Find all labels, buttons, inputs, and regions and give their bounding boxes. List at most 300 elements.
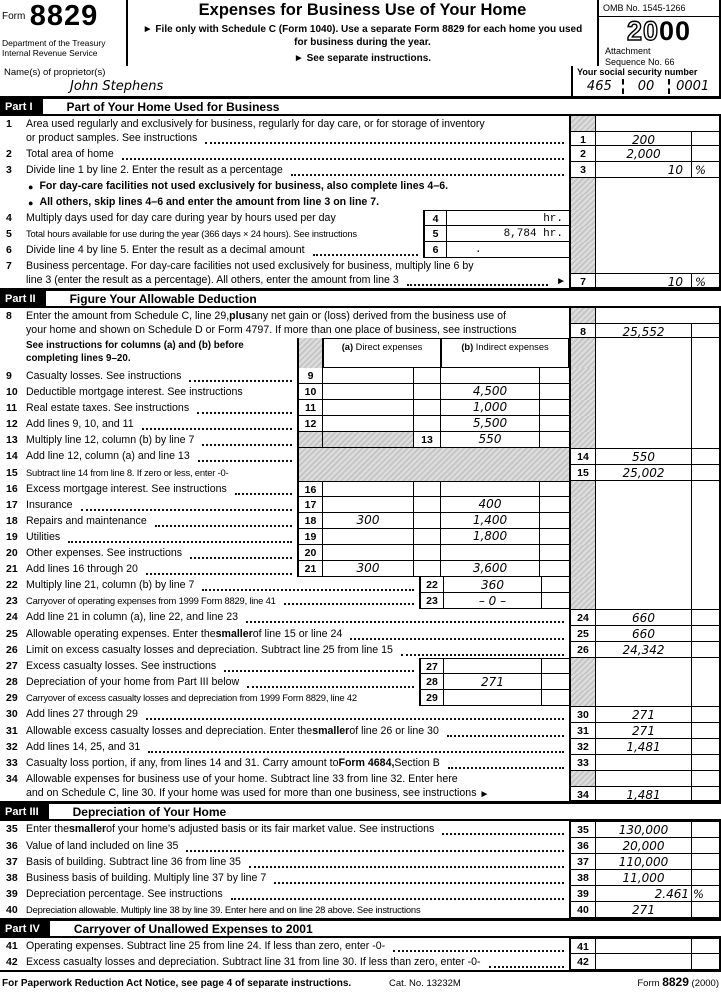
- line-14-entry: 14 550: [569, 448, 719, 465]
- line-42-amount[interactable]: [596, 954, 691, 970]
- line-26-amount[interactable]: 24,342: [596, 642, 691, 658]
- part-1-tag: Part I: [0, 99, 43, 114]
- line-21-number: 21: [6, 563, 18, 575]
- line-3-row: [0, 162, 721, 178]
- line-18-col-a[interactable]: 300: [323, 513, 413, 529]
- catalog-number: Cat. No. 13232M: [389, 978, 461, 989]
- arrow-icon: ►: [479, 788, 490, 800]
- line-7-unit: %: [691, 273, 719, 288]
- line-35-number: 35: [6, 823, 18, 835]
- line-29-row: [0, 690, 721, 706]
- dot-leader: [401, 646, 564, 656]
- dot-leader: [202, 581, 414, 591]
- dot-leader: [247, 678, 414, 688]
- gutter-shade: [571, 226, 596, 242]
- line-7-entry: 7 10 %: [569, 258, 719, 288]
- line-34-row: [0, 771, 721, 801]
- line-38-entry: 38 11,000: [569, 870, 719, 886]
- line-21-row: [0, 561, 721, 577]
- line-21-col-b[interactable]: 3,600: [441, 561, 539, 577]
- line-42-label: Excess casualty losses and depreciation. Subtract line 31 from line 30. If less than zero, enter -0-: [26, 954, 569, 970]
- line-22-number: 22: [6, 579, 18, 591]
- line-13-label: Multiply line 12, column (b) by line 7: [26, 432, 297, 448]
- line-7-amount[interactable]: 10: [596, 273, 691, 288]
- line-2-entry: 2 2,000: [569, 146, 719, 162]
- gutter-shade: [571, 368, 596, 384]
- dot-leader: [205, 134, 564, 144]
- dot-leader: [284, 595, 414, 605]
- part-3-bar: [0, 801, 721, 821]
- line-28-number: 28: [6, 676, 18, 688]
- gutter-shade: [571, 545, 596, 561]
- line-33-cents[interactable]: [691, 755, 719, 771]
- line-11-entry: 11 1,000: [297, 400, 569, 416]
- line-41-amount[interactable]: [596, 938, 691, 954]
- line-30-entry: 30 271: [569, 706, 719, 723]
- line-29-entry: 29: [419, 690, 569, 706]
- part-2-title: Figure Your Allowable Deduction: [69, 291, 257, 306]
- dot-leader: [68, 533, 292, 543]
- line-35-label: Enter the smaller of your home's adjusted basis or its fair market value. See instructions: [26, 821, 569, 838]
- line-9-row: [0, 368, 721, 384]
- dot-leader: [231, 890, 564, 900]
- proprietor-name-field[interactable]: John Stephens: [70, 79, 164, 94]
- line-32-number: 32: [6, 741, 18, 753]
- name-row: [0, 66, 721, 96]
- part-1-bar: [0, 96, 721, 116]
- line-18-label: Repairs and maintenance: [26, 513, 297, 529]
- line-24-row: [0, 609, 721, 626]
- line-9-number: 9: [6, 370, 12, 382]
- line-11-col-a[interactable]: [323, 400, 413, 416]
- line-23-number: 23: [6, 595, 18, 607]
- line-25-row: [0, 626, 721, 642]
- line-35-amount[interactable]: 130,000: [596, 821, 691, 838]
- line-1-cents[interactable]: [691, 131, 719, 146]
- line-19-col-a[interactable]: [323, 529, 413, 545]
- line-17-col-a[interactable]: [323, 497, 413, 513]
- line-3-unit: %: [691, 162, 719, 178]
- line-18-row: [0, 513, 721, 529]
- title-block: [128, 0, 599, 66]
- dot-leader: [235, 485, 292, 495]
- line-40-number: 40: [6, 904, 18, 916]
- line-14-row: [0, 448, 721, 465]
- line-29-amount[interactable]: [444, 690, 541, 706]
- line-26-label: Limit on excess casualty losses and depreciation. Subtract line 25 from line 15: [26, 642, 569, 658]
- line-37-number: 37: [6, 856, 18, 868]
- line-10-col-a[interactable]: [323, 384, 413, 400]
- dot-leader: [249, 858, 564, 868]
- line-3-label: Divide line 1 by line 2. Enter the result as a percentage: [26, 162, 569, 178]
- line-19-number: 19: [6, 531, 18, 543]
- line-33-label: Casualty loss portion, if any, from lines 14 and 31. Carry amount to Form 4684, Section B: [26, 755, 569, 771]
- line-26-number: 26: [6, 644, 18, 656]
- line-27-row: [0, 658, 721, 674]
- line-20-col-b[interactable]: [441, 545, 539, 561]
- line-28-label: Depreciation of your home from Part III below: [26, 674, 419, 690]
- line-17-label: Insurance: [26, 497, 297, 513]
- dot-leader: [202, 436, 292, 446]
- gutter-shade: [571, 258, 596, 273]
- line-1-row: [0, 116, 721, 146]
- line-4-number: 4: [6, 212, 12, 224]
- line-6-decimal[interactable]: .: [447, 242, 569, 258]
- ssn-part-3[interactable]: 0001: [668, 79, 715, 94]
- line-2-amount[interactable]: 2,000: [596, 146, 691, 162]
- line-33-entry: 33: [569, 755, 719, 771]
- line-20-row: [0, 545, 721, 561]
- shaded-cell: [297, 465, 569, 481]
- line-37-cents[interactable]: [691, 854, 719, 870]
- line-36-number: 36: [6, 840, 18, 852]
- form-header: [0, 0, 721, 66]
- line-34-cents[interactable]: [691, 786, 719, 801]
- line-32-cents[interactable]: [691, 739, 719, 755]
- line-8-label: Enter the amount from Schedule C, line 29, plus any net gain or (loss) derived from the business use of your home and shown on Schedule D or Form 4797. If more than one place of business, see instructions: [26, 310, 517, 336]
- line-17-col-b[interactable]: 400: [441, 497, 539, 513]
- line-39-amount[interactable]: 2.461: [596, 886, 691, 902]
- line-19-col-b[interactable]: 1,800: [441, 529, 539, 545]
- dot-leader: [198, 452, 292, 462]
- expense-table-header: [297, 338, 569, 368]
- line-32-entry: 32 1,481: [569, 739, 719, 755]
- line-40-row: [0, 902, 721, 918]
- irs-label: Internal Revenue Service: [2, 48, 98, 59]
- line-14-number: 14: [6, 450, 18, 462]
- line-24-cents[interactable]: [691, 609, 719, 626]
- line-12-number: 12: [6, 418, 18, 430]
- proprietor-block: [0, 66, 573, 96]
- part-1-title: Part of Your Home Used for Business: [66, 99, 280, 114]
- dot-leader: [447, 727, 564, 737]
- line-42-cents[interactable]: [691, 954, 719, 970]
- line-26-row: [0, 642, 721, 658]
- col-b-header: (b) Indirect expenses: [441, 338, 569, 368]
- line-30-amount[interactable]: 271: [596, 706, 691, 723]
- line-18-entry: 18 300 1,400: [297, 513, 569, 529]
- line-30-number: 30: [6, 708, 18, 720]
- form-footer-id: Form 8829 (2000): [637, 975, 719, 989]
- line-22-row: [0, 577, 721, 593]
- line-10-number: 10: [6, 386, 18, 398]
- line-40-amount[interactable]: 271: [596, 902, 691, 918]
- gutter-shade: [571, 513, 596, 529]
- line-38-label: Business basis of building. Multiply line 37 by line 7: [26, 870, 569, 886]
- line-38-amount[interactable]: 11,000: [596, 870, 691, 886]
- line-5-entry: 5 8,784 hr.: [423, 226, 569, 242]
- line-36-cents[interactable]: [691, 838, 719, 854]
- ssn-part-1[interactable]: 465: [586, 79, 612, 94]
- dot-leader: [246, 613, 564, 623]
- dot-leader: [442, 825, 564, 835]
- line-23-row: [0, 593, 721, 609]
- line-6-number: 6: [6, 244, 12, 256]
- line-24-amount[interactable]: 660: [596, 609, 691, 626]
- line-24-number: 24: [6, 611, 18, 623]
- bullet-1-row: [0, 178, 721, 194]
- line-12-col-b[interactable]: 5,500: [441, 416, 539, 432]
- gutter-shade: [571, 242, 596, 258]
- line-6-entry: 6 .: [423, 242, 569, 258]
- line-5-number: 5: [6, 228, 12, 240]
- ssn-field[interactable]: [577, 79, 715, 94]
- line-21-col-a[interactable]: 300: [323, 561, 413, 577]
- bullet-2-row: [0, 194, 721, 210]
- dot-leader: [313, 246, 418, 256]
- dot-leader: [148, 743, 564, 753]
- line-32-label: Add lines 14, 25, and 31: [26, 739, 569, 755]
- line-42-row: [0, 954, 721, 970]
- line-39-row: [0, 886, 721, 902]
- line-36-entry: 36 20,000: [569, 838, 719, 854]
- line-9-label: Casualty losses. See instructions: [26, 368, 297, 384]
- line-10-row: [0, 384, 721, 400]
- line-15-amount[interactable]: 25,002: [596, 465, 691, 481]
- line-37-row: [0, 854, 721, 870]
- line-26-cents[interactable]: [691, 642, 719, 658]
- line-7-row: [0, 258, 721, 288]
- line-42-number: 42: [6, 956, 18, 968]
- line-23-entry: 23 – 0 –: [419, 593, 569, 609]
- line-39-label: Depreciation percentage. See instructions: [26, 886, 569, 902]
- line-16-col-b[interactable]: [441, 481, 539, 497]
- omb-number: OMB No. 1545-1266: [599, 0, 719, 17]
- line-41-cents[interactable]: [691, 938, 719, 954]
- line-38-row: [0, 870, 721, 886]
- gutter-shade: [571, 432, 596, 448]
- dot-leader: [291, 166, 564, 176]
- line-27-entry: 27: [419, 658, 569, 674]
- line-27-amount[interactable]: [444, 658, 541, 674]
- columns-header-row: [0, 338, 721, 368]
- line-25-number: 25: [6, 628, 18, 640]
- part-2-bar: [0, 288, 721, 308]
- line-23-amount[interactable]: – 0 –: [444, 593, 541, 609]
- line-1-number: 1: [6, 118, 12, 130]
- line-32-row: [0, 739, 721, 755]
- bullet-icon: ●: [28, 198, 34, 209]
- dept-treasury: Department of the Treasury: [2, 38, 106, 48]
- line-10-label: Deductible mortgage interest. See instructions: [26, 386, 243, 398]
- gutter-shade: [571, 194, 596, 210]
- shaded-cell: [323, 432, 413, 448]
- line-1-label: Area used regularly and exclusively for business, regularly for day care, or for storage of inventory or product samples. See instructions: [26, 116, 569, 146]
- line-20-entry: 20: [297, 545, 569, 561]
- line-27-label: Excess casualty losses. See instructions: [26, 658, 419, 674]
- part-3-title: Depreciation of Your Home: [72, 804, 227, 819]
- gutter-shade: [571, 674, 596, 690]
- line-2-label: Total area of home: [26, 146, 569, 162]
- line-3-amount[interactable]: 10: [596, 162, 691, 178]
- line-31-number: 31: [6, 725, 18, 737]
- line-26-entry: 26 24,342: [569, 642, 719, 658]
- line-16-number: 16: [6, 483, 18, 495]
- gutter-shade: [571, 690, 596, 706]
- line-16-label: Excess mortgage interest. See instructions: [26, 481, 297, 497]
- line-31-row: [0, 723, 721, 739]
- line-31-entry: 31 271: [569, 723, 719, 739]
- line-37-entry: 37 110,000: [569, 854, 719, 870]
- dot-leader: [190, 549, 292, 559]
- line-36-label: Value of land included on line 35: [26, 838, 569, 854]
- line-32-amount[interactable]: 1,481: [596, 739, 691, 755]
- line-37-amount[interactable]: 110,000: [596, 854, 691, 870]
- form-instructions-note: ► See separate instructions.: [293, 53, 432, 64]
- line-2-number: 2: [6, 148, 12, 160]
- line-34-entry: 34 1,481: [569, 771, 719, 801]
- line-39-entry: 39 2.461 %: [569, 886, 719, 902]
- line-30-row: [0, 706, 721, 723]
- line-14-amount[interactable]: 550: [596, 448, 691, 465]
- line-35-entry: 35 130,000: [569, 821, 719, 838]
- dot-leader: [155, 517, 292, 527]
- gutter-shade: [571, 561, 596, 577]
- line-14-cents[interactable]: [691, 448, 719, 465]
- line-20-number: 20: [6, 547, 18, 559]
- line-31-cents[interactable]: [691, 723, 719, 739]
- line-38-number: 38: [6, 872, 18, 884]
- part-2-tag: Part II: [0, 291, 46, 306]
- form-word: Form: [2, 11, 26, 22]
- line-40-cents[interactable]: [691, 902, 719, 918]
- line-25-entry: 25 660: [569, 626, 719, 642]
- line-19-row: [0, 529, 721, 545]
- dot-leader: [274, 874, 564, 884]
- line-33-number: 33: [6, 757, 18, 769]
- line-8-amount[interactable]: 25,552: [596, 323, 691, 338]
- line-7-label: Business percentage. For day-care facilities not used exclusively for business, multiply line 6 by line 3 (enter the result as a percentage). All others, enter the amount from line 3 ►: [26, 260, 566, 287]
- form-title: Expenses for Business Use of Your Home: [198, 1, 527, 19]
- line-9-entry: 9: [297, 368, 569, 384]
- line-33-amount[interactable]: [596, 755, 691, 771]
- form-subtitle: ► File only with Schedule C (Form 1040). Use a separate Form 8829 for each home you used for business during the year.: [142, 24, 583, 48]
- line-8-entry: 8 25,552: [569, 308, 719, 338]
- line-29-label: Carryover of excess casualty losses and depreciation from 1999 Form 8829, line 42: [26, 692, 357, 703]
- line-30-label: Add lines 27 through 29: [26, 706, 569, 723]
- line-21-label: Add lines 16 through 20: [26, 561, 297, 577]
- line-15-cents[interactable]: [691, 465, 719, 481]
- line-22-amount[interactable]: 360: [444, 577, 541, 593]
- gutter-shade: [297, 432, 323, 448]
- line-38-cents[interactable]: [691, 870, 719, 886]
- line-25-cents[interactable]: [691, 626, 719, 642]
- line-4-entry: 4 hr.: [423, 210, 569, 226]
- gutter-shade: [571, 400, 596, 416]
- line-28-row: [0, 674, 721, 690]
- line-12-entry: 12 5,500: [297, 416, 569, 432]
- gutter-shade: [571, 481, 596, 497]
- form-id-block: [0, 0, 128, 66]
- line-2-row: [0, 146, 721, 162]
- line-17-row: [0, 497, 721, 513]
- line-8-cents[interactable]: [691, 323, 719, 338]
- line-22-label: Multiply line 21, column (b) by line 7: [26, 577, 419, 593]
- line-16-row: [0, 481, 721, 497]
- line-11-number: 11: [6, 402, 18, 414]
- line-5-row: [0, 226, 721, 242]
- line-20-col-a[interactable]: [323, 545, 413, 561]
- dot-leader: [146, 565, 292, 575]
- dot-leader: [224, 662, 414, 672]
- col-a-header: (a) Direct expenses: [323, 338, 441, 368]
- line-39-number: 39: [6, 888, 18, 900]
- line-15-entry: 15 25,002: [569, 465, 719, 481]
- gutter-shade: [571, 338, 596, 368]
- line-9-col-b[interactable]: [441, 368, 539, 384]
- line-10-col-b[interactable]: 4,500: [441, 384, 539, 400]
- line-34-amount[interactable]: 1,481: [596, 786, 691, 801]
- line-16-col-a[interactable]: [323, 481, 413, 497]
- dot-leader: [448, 759, 564, 769]
- paperwork-notice: For Paperwork Reduction Act Notice, see page 4 of separate instructions.: [2, 978, 352, 989]
- part-4-tag: Part IV: [0, 921, 50, 936]
- line-30-cents[interactable]: [691, 706, 719, 723]
- line-22-entry: 22 360: [419, 577, 569, 593]
- line-2-cents[interactable]: [691, 146, 719, 162]
- line-1-amount[interactable]: 200: [596, 131, 691, 146]
- line-27-number: 27: [6, 660, 18, 672]
- line-36-amount[interactable]: 20,000: [596, 838, 691, 854]
- bullet-icon: ●: [28, 182, 34, 193]
- line-12-col-a[interactable]: [323, 416, 413, 432]
- line-35-cents[interactable]: [691, 821, 719, 838]
- line-28-amount[interactable]: 271: [444, 674, 541, 690]
- ssn-part-2[interactable]: 00: [622, 79, 669, 94]
- line-4-hours[interactable]: hr.: [447, 210, 569, 226]
- line-11-label: Real estate taxes. See instructions: [26, 400, 297, 416]
- line-15-row: [0, 465, 721, 481]
- line-34-number: 34: [6, 773, 18, 785]
- line-13-number: 13: [6, 434, 18, 446]
- dot-leader: [197, 404, 292, 414]
- line-39-unit: %: [691, 886, 719, 902]
- line-28-entry: 28 271: [419, 674, 569, 690]
- line-17-number: 17: [6, 499, 18, 511]
- line-11-col-b[interactable]: 1,000: [441, 400, 539, 416]
- part-3-tag: Part III: [0, 804, 49, 819]
- dot-leader: [350, 630, 564, 640]
- gutter-shade: [571, 577, 596, 593]
- line-31-amount[interactable]: 271: [596, 723, 691, 739]
- line-24-entry: 24 660: [569, 609, 719, 626]
- line-25-label: Allowable operating expenses. Enter the smaller of line 15 or line 24: [26, 626, 569, 642]
- line-41-entry: 41: [569, 938, 719, 954]
- line-18-col-b[interactable]: 1,400: [441, 513, 539, 529]
- line-9-col-a[interactable]: [323, 368, 413, 384]
- line-23-label: Carryover of operating expenses from 1999 Form 8829, line 41: [26, 593, 419, 609]
- line-31-label: Allowable excess casualty losses and depreciation. Enter the smaller of line 26 or line 30: [26, 723, 569, 739]
- gutter-shade: [571, 178, 596, 194]
- line-24-label: Add line 21 in column (a), line 22, and line 23: [26, 609, 569, 626]
- ssn-label: Your social security number: [577, 67, 698, 77]
- gutter-shade: [571, 416, 596, 432]
- line-41-row: [0, 938, 721, 954]
- line-6-row: [0, 242, 721, 258]
- line-40-entry: 40 271: [569, 902, 719, 918]
- line-10-entry: 10 4,500: [297, 384, 569, 400]
- line-3-entry: 3 10 %: [569, 162, 719, 178]
- line-41-number: 41: [6, 940, 18, 952]
- line-5-hours[interactable]: 8,784 hr.: [447, 226, 569, 242]
- line-25-amount[interactable]: 660: [596, 626, 691, 642]
- gutter-shade: [571, 529, 596, 545]
- dot-leader: [186, 842, 564, 852]
- line-1-entry: 1 200: [569, 116, 719, 146]
- line-13-amount[interactable]: 550: [441, 432, 539, 448]
- dot-leader: [407, 276, 548, 286]
- gutter-shade: [571, 771, 596, 786]
